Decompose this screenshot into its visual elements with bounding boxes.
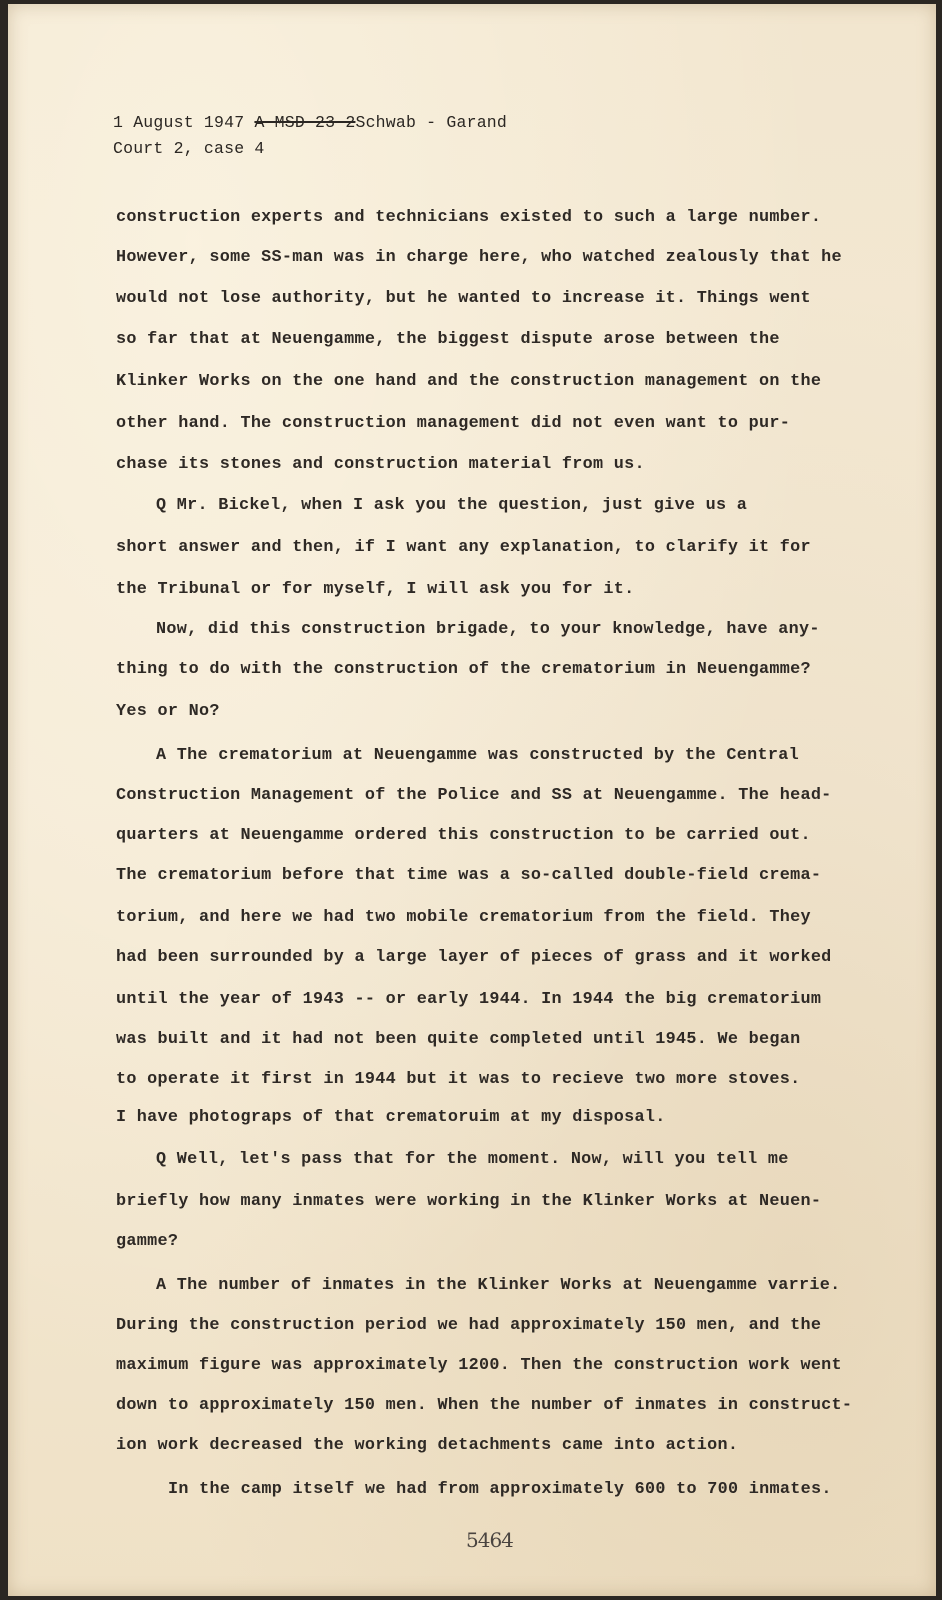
body-line: briefly how many inmates were working in the Klinker Works at Neuen- bbox=[116, 1192, 822, 1211]
body-line: was built and it had not been quite completed until 1945. We began bbox=[116, 1030, 801, 1049]
body-line: ion work decreased the working detachments came into action. bbox=[116, 1436, 739, 1455]
header-line-2: Court 2, case 4 bbox=[113, 139, 265, 158]
body-line: Now, did this construction brigade, to your knowledge, have any- bbox=[156, 620, 820, 639]
question-line: Q Mr. Bickel, when I ask you the question, just give us a bbox=[156, 496, 748, 515]
document-page bbox=[8, 4, 936, 1596]
header-struck-reference: A MSD 23-2 bbox=[254, 113, 356, 132]
header-date: 1 August 1947 bbox=[113, 113, 245, 132]
answer-line: A The number of inmates in the Klinker Works at Neuengamme varrie. bbox=[156, 1276, 841, 1295]
body-line: Klinker Works on the one hand and the construction management on the bbox=[116, 372, 822, 391]
body-line: gamme? bbox=[116, 1232, 179, 1251]
body-line: would not lose authority, but he wanted to increase it. Things went bbox=[116, 289, 811, 308]
body-line: However, some SS-man was in charge here, who watched zealously that he bbox=[116, 248, 842, 267]
body-line: until the year of 1943 -- or early 1944. In 1944 the big crematorium bbox=[116, 990, 822, 1009]
body-line: other hand. The construction management did not even want to pur- bbox=[116, 414, 791, 433]
body-line: chase its stones and construction material from us. bbox=[116, 455, 645, 474]
body-line: Construction Management of the Police and SS at Neuengamme. The head- bbox=[116, 786, 832, 805]
body-line: down to approximately 150 men. When the number of inmates in construct- bbox=[116, 1396, 853, 1415]
body-line: I have photograps of that crematoruim at my disposal. bbox=[116, 1108, 666, 1127]
body-line: torium, and here we had two mobile crematorium from the field. They bbox=[116, 908, 811, 927]
body-line: During the construction period we had approximately 150 men, and the bbox=[116, 1316, 822, 1335]
body-line: construction experts and technicians existed to such a large number. bbox=[116, 208, 822, 227]
body-line: to operate it first in 1944 but it was to recieve two more stoves. bbox=[116, 1070, 801, 1089]
body-line: short answer and then, if I want any explanation, to clarify it for bbox=[116, 538, 811, 557]
body-line: In the camp itself we had from approximately 600 to 700 inmates. bbox=[168, 1480, 832, 1499]
page-number: 5464 bbox=[466, 1528, 513, 1552]
body-line: the Tribunal or for myself, I will ask you for it. bbox=[116, 580, 635, 599]
body-line: had been surrounded by a large layer of pieces of grass and it worked bbox=[116, 948, 832, 967]
testimony-body bbox=[8, 4, 936, 1596]
question-line: Q Well, let's pass that for the moment. Now, will you tell me bbox=[156, 1150, 789, 1169]
body-line: quarters at Neuengamme ordered this construction to be carried out. bbox=[116, 826, 811, 845]
body-line: so far that at Neuengamme, the biggest dispute arose between the bbox=[116, 330, 780, 349]
answer-line: A The crematorium at Neuengamme was constructed by the Central bbox=[156, 746, 799, 765]
body-line: thing to do with the construction of the crematorium in Neuengamme? bbox=[116, 660, 811, 679]
body-line: The crematorium before that time was a so-called double-field crema- bbox=[116, 866, 822, 885]
header-names: Schwab - Garand bbox=[355, 113, 507, 132]
body-line: maximum figure was approximately 1200. Then the construction work went bbox=[116, 1356, 842, 1375]
body-line: Yes or No? bbox=[116, 702, 220, 721]
